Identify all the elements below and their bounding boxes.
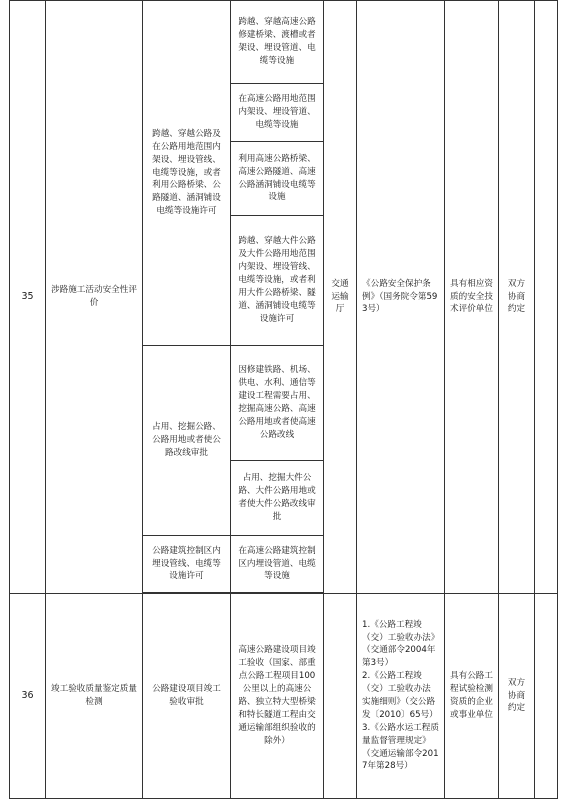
row-number: 36 (10, 594, 46, 799)
fee-standard: 双方协商约定 (499, 594, 535, 799)
service-agency: 具有相应资质的安全技术评价单位 (445, 1, 499, 594)
table-row (10, 594, 558, 799)
legal-basis (357, 594, 445, 799)
approval-item: 跨越、穿越公路及在公路用地范围内架设、埋设管线、电缆等设施，或者利用公路桥梁、公路隧道、涵洞铺设电缆等设施许可 (143, 1, 231, 346)
sub-item: 高速公路建设项目竣工验收（国家、部重点公路工程项目100公里以上的高速公路、独立特大型桥梁和特长隧道工程由交通运输部组织验收的除外） (231, 594, 324, 799)
approval-item: 占用、挖掘公路、公路用地或者使公路改线审批 (143, 346, 231, 536)
sub-item: 跨越、穿越高速公路修建桥梁、渡槽或者架设、埋设管道、电缆等设施 (231, 1, 324, 84)
sub-item: 在高速公路用地范围内架设、埋设管道、电缆等设施 (231, 84, 324, 142)
department-empty (324, 594, 357, 799)
remarks (535, 1, 558, 594)
table-row (10, 1, 558, 84)
approval-item: 公路建筑控制区内埋设管线、电缆等设施许可 (143, 536, 231, 593)
remarks (535, 594, 558, 799)
row-number: 35 (10, 1, 46, 594)
service-items-table (9, 0, 558, 799)
basis-entry: 3.《公路水运工程质量监督管理规定》（交通运输部令2017年第28号） (362, 722, 439, 772)
sub-item: 跨越、穿越大件公路及大件公路用地范围内架设、埋设管线、电缆等设施，或者利用大件公路桥梁、隧道、涵洞铺设电缆等设施许可 (231, 216, 324, 346)
approval-item: 公路建设项目竣工验收审批 (143, 594, 231, 799)
sub-item: 利用高速公路桥梁、高速公路隧道、高速公路涵洞铺设电缆等设施 (231, 142, 324, 216)
sub-item: 因修建铁路、机场、供电、水利、通信等建设工程需要占用、挖掘高速公路、高速公路用地或者使高速公路改线 (231, 346, 324, 461)
sub-item: 在高速公路建筑控制区内埋设管道、电缆等设施 (231, 536, 324, 593)
sub-item: 占用、挖掘大件公路、大件公路用地或者使大件公路改线审批 (231, 461, 324, 536)
item-name: 竣工验收质量鉴定质量检测 (46, 594, 143, 799)
fee-standard: 双方协商约定 (499, 1, 535, 594)
department: 交通运输厅 (324, 1, 357, 594)
basis-entry: 1.《公路工程竣（交）工验收办法》（交通部令2004年第3号） (362, 619, 436, 669)
service-agency: 具有公路工程试验检测资质的企业或事业单位 (445, 594, 499, 799)
item-name: 涉路施工活动安全性评价 (46, 1, 143, 594)
legal-basis: 《公路安全保护条例》（国务院令第593号） (357, 1, 445, 594)
basis-entry: 2.《公路工程竣（交）工验收办法实施细则》（交公路发〔2010〕65号） (362, 671, 438, 720)
